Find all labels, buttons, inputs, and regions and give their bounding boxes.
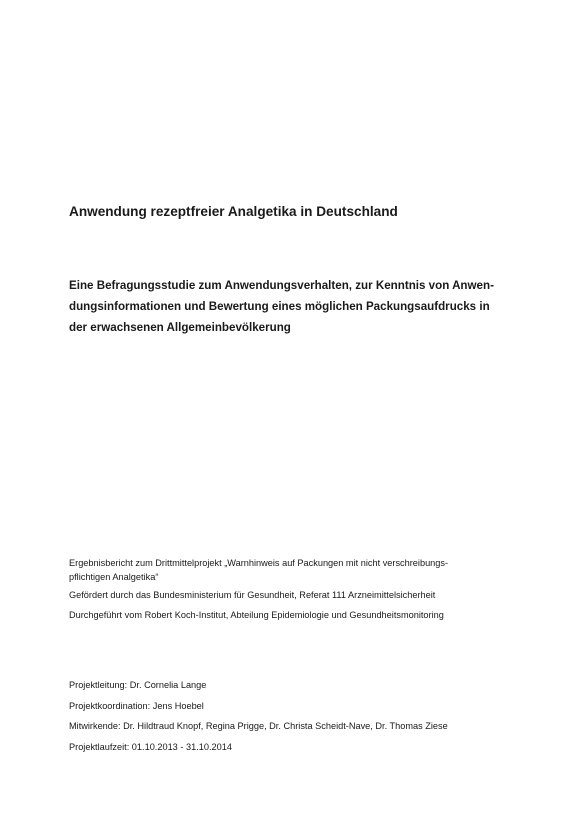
- document-subtitle: [69, 275, 529, 338]
- report-info: [69, 556, 529, 625]
- document-title: Anwendung rezeptfreier Analgetika in Deutschland: [69, 204, 398, 219]
- project-info: [69, 675, 529, 757]
- project-coordination: Projektkoordination: Jens Hoebel: [69, 700, 204, 711]
- report-line: Ergebnisbericht zum Drittmittelprojekt „Warnhinweis auf Packungen mit nicht verschreibungs-: [69, 558, 449, 568]
- subtitle-line: dungsinformationen und Bewertung eines möglichen Packungsaufdrucks in: [69, 300, 490, 313]
- project-lead: Projektleitung: Dr. Cornelia Lange: [69, 680, 207, 690]
- funding-note: Gefördert durch das Bundesministerium für Gesundheit, Referat 111 Arzneimittelsicherheit: [69, 590, 436, 600]
- subtitle-line: Eine Befragungsstudie zum Anwendungsverhalten, zur Kenntnis von Anwen-: [69, 279, 494, 292]
- report-line: pflichtigen Analgetika“: [69, 572, 159, 582]
- conducted-by-note: Durchgeführt vom Robert Koch-Institut, Abteilung Epidemiologie und Gesundheitsmonitoring: [69, 610, 444, 620]
- project-contributors: Mitwirkende: Dr. Hildtraud Knopf, Regina Prigge, Dr. Christa Scheidt-Nave, Dr. Thomas Ziese: [69, 721, 448, 731]
- project-duration: Projektlaufzeit: 01.10.2013 - 31.10.2014: [69, 741, 232, 752]
- subtitle-line: der erwachsenen Allgemeinbevölkerung: [69, 321, 291, 334]
